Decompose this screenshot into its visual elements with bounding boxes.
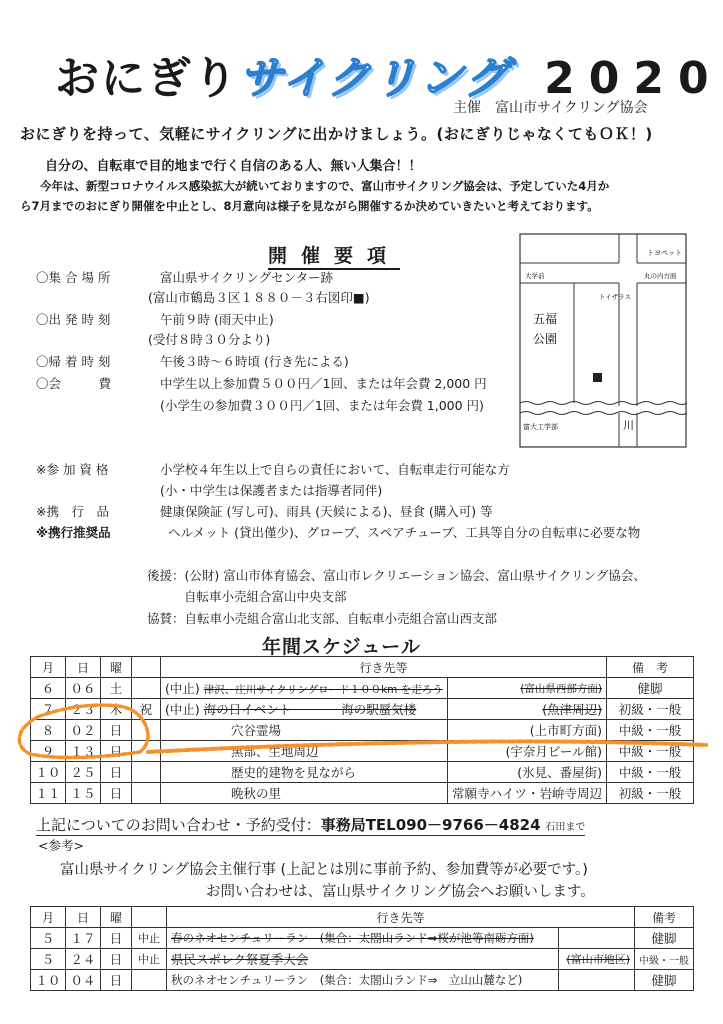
cell-area: 常願寺ハイツ・岩峅寺周辺 — [447, 783, 606, 804]
col-day: 日 — [66, 907, 101, 928]
detail-value: 中学生以上参加費５００円／1回、または年会費 2,000 円 — [160, 376, 487, 391]
detail-label: ※携行推奨品 — [36, 525, 111, 540]
cell-dest-text: 歴史的建物を見ながら — [231, 765, 357, 780]
table-row — [31, 699, 694, 720]
cell-area: (宇奈月ビール館) — [447, 741, 606, 762]
cell-dest — [161, 720, 448, 741]
cell-extra — [132, 762, 161, 783]
map-label: 五福 — [533, 312, 558, 326]
cell-area: (富山市地区) — [558, 949, 634, 970]
detail-value: 午後３時～６時頃 (行き先による) — [160, 354, 349, 369]
contact-text: 上記についてのお問い合わせ・予約受付： — [36, 816, 321, 834]
cell-month: ５ — [31, 949, 66, 970]
cell-month: ６ — [31, 678, 66, 699]
cell-day: ０６ — [66, 678, 101, 699]
cell-dest-text: 晩秋の里 — [231, 786, 282, 801]
intro-line-3: 今年は、新型コロナウイルス感染拡大が続いておりますので、富山市サイクリング協会は、予定していた4月か — [40, 179, 610, 193]
cell-dest: 春のネオセンチュリーラン (集合：太閤山ランド⇒桜が池等南砺方面) — [167, 928, 559, 949]
cell-note: 健脚 — [635, 928, 694, 949]
sponsor-line-1: 後援：(公財) 富山市体育協会、富山市レクリエーション協会、富山県サイクリング協会、 — [147, 568, 646, 583]
detail-label: ※携 行 品 — [36, 504, 109, 519]
cell-area: (富山県西部方面) — [447, 678, 606, 699]
cell-extra — [132, 678, 161, 699]
detail-value: ヘルメット (貸出僅少)、グローブ、スペアチューブ、工具等自分の自転車に必要な物 — [168, 525, 641, 540]
cell-dest — [161, 678, 448, 699]
cell-dow: 木 — [101, 699, 132, 720]
cell-note: 初級・一般 — [607, 783, 694, 804]
table-header — [31, 657, 694, 678]
contact-suffix: 石田まで — [545, 822, 586, 833]
cell-dow: 日 — [101, 928, 132, 949]
map-label: 富大工学部 — [523, 423, 558, 431]
cell-month: １０ — [31, 970, 66, 991]
col-month: 月 — [31, 657, 66, 678]
cell-extra — [132, 970, 167, 991]
col-month: 月 — [31, 907, 66, 928]
cell-dow: 日 — [101, 741, 132, 762]
col-dest: 行き先等 — [161, 657, 607, 678]
cell-day: ２４ — [66, 949, 101, 970]
cell-note: 中級・一般 — [607, 762, 694, 783]
cell-dow: 日 — [101, 762, 132, 783]
cell-area: (氷見、番屋街) — [447, 762, 606, 783]
cell-month: １１ — [31, 783, 66, 804]
cell-day: １５ — [66, 783, 101, 804]
cell-dest — [161, 783, 448, 804]
table-row — [31, 949, 694, 970]
detail-value: 午前９時 (雨天中止) — [160, 312, 274, 327]
cell-month: ９ — [31, 741, 66, 762]
cell-area — [558, 970, 634, 991]
cell-dow: 日 — [101, 720, 132, 741]
cell-day: １３ — [66, 741, 101, 762]
map-label: 公園 — [533, 332, 558, 346]
contact-line — [36, 814, 585, 836]
map-label: トヨペット — [647, 249, 682, 257]
cell-note: 中級・一般 — [607, 741, 694, 762]
col-extra — [132, 907, 167, 928]
reference-table — [30, 906, 694, 991]
cell-dest-text: 黒部、生地周辺 — [231, 744, 319, 759]
contact-tel: 事務局TEL090－9766－4824 — [320, 816, 541, 834]
cell-note: 中級・一般 — [635, 949, 694, 970]
cell-day: ０２ — [66, 720, 101, 741]
title-year: 2020 — [544, 53, 723, 104]
cell-day: ２３ — [66, 699, 101, 720]
detail-value: 健康保険証 (写し可)、雨具 (天候による)、昼食 (購入可) 等 — [160, 504, 493, 519]
cell-extra: 中止 — [132, 949, 167, 970]
intro-line-2: 自分の、自転車で目的地まで行く自信のある人、無い人集合！！ — [45, 159, 422, 174]
detail-label: 〇帰 着 時 刻 — [36, 354, 111, 369]
detail-label: 〇出 発 時 刻 — [36, 312, 111, 327]
cell-day: ０４ — [66, 970, 101, 991]
detail-value: 小学校４年生以上で自らの責任において、自転車走行可能な方 — [160, 462, 510, 477]
cell-day: ２５ — [66, 762, 101, 783]
col-dow: 曜 — [101, 657, 132, 678]
col-note: 備考 — [635, 907, 694, 928]
intro-line-4: ら7月までのおにぎり開催を中止とし、8月意向は様子を見ながら開催するか決めていきたいと考えております。 — [20, 199, 599, 213]
detail-sub: (小・中学生は保護者または指導者同伴) — [160, 483, 383, 498]
cell-month: １０ — [31, 762, 66, 783]
location-map — [519, 233, 687, 448]
cell-dest — [161, 762, 448, 783]
cell-month: ７ — [31, 699, 66, 720]
table-row — [31, 783, 694, 804]
cell-month: ５ — [31, 928, 66, 949]
cell-note: 中級・一般 — [607, 720, 694, 741]
cell-dest-text: 穴谷霊場 — [231, 723, 282, 738]
detail-label: ※参 加 資 格 — [36, 462, 109, 477]
cell-dow: 日 — [101, 970, 132, 991]
reference-label: <参考> — [38, 838, 84, 853]
cell-note: 初級・一般 — [607, 699, 694, 720]
table-header — [31, 907, 694, 928]
col-dow: 曜 — [101, 907, 132, 928]
cell-dest: 秋のネオセンチュリーラン (集合：太閤山ランド⇒ 立山山麓など) — [167, 970, 559, 991]
detail-sub: (富山市鶴島３区１８８０－３右図印■) — [148, 290, 370, 305]
reference-line-2: お問い合わせは、富山県サイクリング協会へお願いします。 — [206, 884, 595, 900]
cell-day: １７ — [66, 928, 101, 949]
table-row — [31, 678, 694, 699]
cell-extra: 祝 — [132, 699, 161, 720]
cell-dest: 県民スポレク祭夏季大会 — [167, 949, 559, 970]
cell-extra — [132, 783, 161, 804]
cell-dest — [161, 741, 448, 762]
cell-dow: 土 — [101, 678, 132, 699]
title-onigiri: おにぎり — [55, 53, 239, 104]
map-label: トイザラス — [599, 293, 631, 301]
detail-sub: (小学生の参加費３００円／1回、または年会費 1,000 円) — [160, 398, 484, 413]
organizer: 主催 富山市サイクリング協会 — [453, 100, 648, 116]
cell-status: (中止) — [165, 681, 200, 696]
sponsor-line-2: 自転車小売組合富山中央支部 — [184, 589, 347, 604]
title-cycling: サイクリング — [239, 53, 511, 104]
table-row — [31, 970, 694, 991]
intro-line-1: おにぎりを持って、気軽にサイクリングに出かけましょう。(おにぎりじゃなくてもＯＫ！) — [20, 125, 653, 143]
table-row — [31, 762, 694, 783]
cell-area: (上市町方面) — [447, 720, 606, 741]
schedule-heading: 年間スケジュール — [262, 636, 421, 658]
cosponsor-line: 協賛：自転車小売組合富山北支部、自転車小売組合富山西支部 — [147, 611, 498, 626]
table-row — [31, 720, 694, 741]
cell-dest — [161, 699, 448, 720]
cell-dow: 日 — [101, 949, 132, 970]
cell-dest-text: 海の日イベント 海の駅蜃気楼 — [203, 702, 417, 717]
schedule-table — [30, 656, 694, 804]
detail-label: 〇集 合 場 所 — [36, 270, 111, 285]
reference-line-1: 富山県サイクリング協会主催行事 (上記とは別に事前予約、参加費等が必要です。) — [60, 862, 588, 878]
cell-dow: 日 — [101, 783, 132, 804]
map-label: 丸の内方面 — [644, 272, 677, 280]
detail-value: 富山県サイクリングセンター跡 — [160, 270, 334, 285]
col-extra — [132, 657, 161, 678]
map-label: 大学前 — [525, 272, 545, 280]
cell-area: (魚津周辺) — [447, 699, 606, 720]
map-drawing — [519, 233, 687, 448]
table-row — [31, 928, 694, 949]
col-day: 日 — [66, 657, 101, 678]
cell-month: ８ — [31, 720, 66, 741]
detail-sub: (受付８時３０分より) — [148, 332, 271, 347]
detail-label: 〇会 費 — [36, 376, 112, 391]
col-note: 備 考 — [607, 657, 694, 678]
cell-note: 健脚 — [635, 970, 694, 991]
cell-extra: 中止 — [132, 928, 167, 949]
cell-dest-text: 津沢、庄川サイクリングロード１００km を走ろう — [203, 684, 443, 696]
table-row — [31, 741, 694, 762]
cell-area — [558, 928, 634, 949]
map-label: 川 — [623, 419, 634, 432]
col-dest: 行き先等 — [167, 907, 635, 928]
cell-extra — [132, 741, 161, 762]
cell-note: 健脚 — [607, 678, 694, 699]
cell-status: (中止) — [165, 702, 200, 717]
cell-extra — [132, 720, 161, 741]
details-heading: 開催要項 — [268, 241, 400, 270]
